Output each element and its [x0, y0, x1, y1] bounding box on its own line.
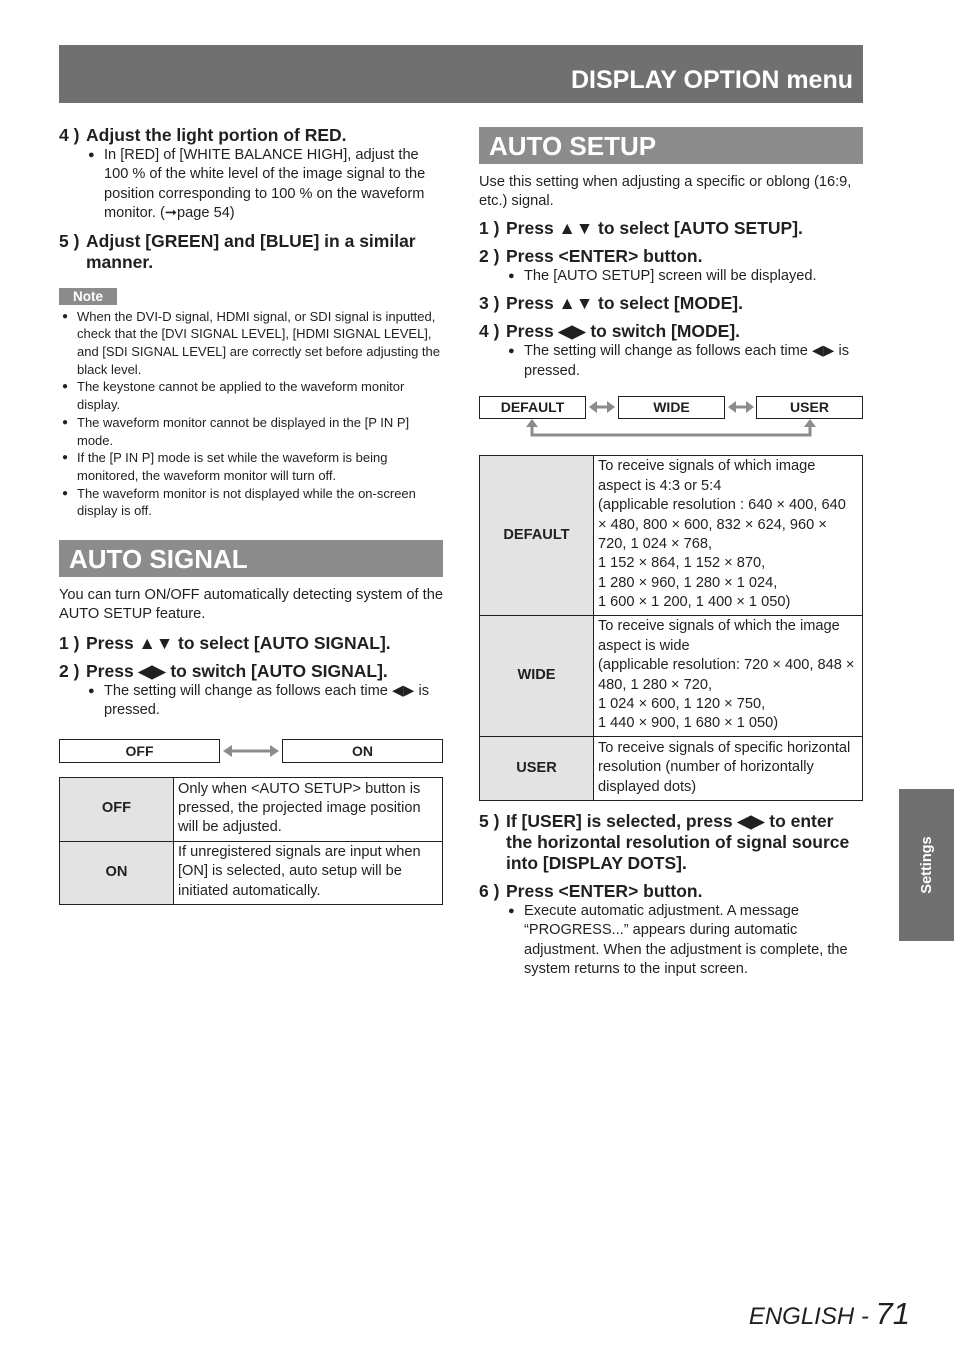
flow-box-user: USER [756, 396, 863, 419]
page-footer [749, 1296, 910, 1332]
auto-setup-step-3 [479, 293, 863, 314]
table-key: WIDE [480, 616, 594, 737]
bullet-dot-icon: ● [62, 416, 69, 428]
bullet-dot-icon: ● [508, 905, 515, 918]
right-column [479, 127, 863, 980]
step-5 [59, 231, 443, 273]
step-number: 5 ) [59, 230, 80, 251]
bullet-item: ● The setting will change as follows each time ◀▶ is pressed. [506, 342, 863, 381]
footer-language: ENGLISH - [748, 1303, 876, 1330]
bullet-dot-icon: ● [62, 381, 69, 393]
table-key: USER [480, 737, 594, 801]
auto-setup-step-2 [479, 246, 863, 267]
step-number: 3 ) [479, 293, 500, 314]
bullet-item: ● Execute automatic adjustment. A message “PROGRESS...” appears during automatic adjustment. When the adjustment is complete, the system returns to the input screen. [506, 902, 863, 980]
auto-signal-step-2 [59, 661, 443, 682]
auto-signal-bullets [86, 682, 443, 721]
step-text: Adjust [GREEN] and [BLUE] in a similar manner. [86, 230, 416, 272]
step-number: 1 ) [59, 632, 80, 653]
bullet-item: ● The setting will change as follows each time ◀▶ is pressed. [86, 682, 443, 721]
note-list [59, 308, 443, 520]
note-item: ● The keystone cannot be applied to the waveform monitor display. [59, 378, 443, 413]
bullet-dot-icon: ● [62, 487, 69, 499]
bullet-dot-icon: ● [508, 269, 515, 282]
table-value: To receive signals of specific horizontal resolution (number of horizontally displayed dots) [594, 737, 863, 801]
table-row [480, 456, 863, 616]
flow-box-default: DEFAULT [479, 396, 586, 419]
note-label: Note [59, 288, 117, 305]
auto-setup-step-6 [479, 881, 863, 902]
steps-top [59, 125, 443, 273]
step-text: Press <ENTER> button. [506, 881, 703, 902]
table-key: OFF [60, 777, 174, 841]
settings-tab-label: Settings [918, 836, 935, 894]
bullet-dot-icon: ● [88, 684, 95, 697]
table-value: To receive signals of which image aspect is 4:3 or 5:4 (applicable resolution : 640 × 400, 640 × 480, 800 × 600, 832 × 624, 960 × 720, 1 024 × 768, 1 152 × 864, 1 152 × 870, 1 280 × 960, 1 280 × 1 024, 1 600 × 1 200, 1 400 × 1 050) [594, 456, 863, 616]
step-number: 4 ) [59, 125, 80, 145]
double-arrow-icon [589, 400, 615, 414]
bullet-item: ● The [AUTO SETUP] screen will be displayed. [506, 267, 863, 286]
note-item: ● When the DVI-D signal, HDMI signal, or SDI signal is inputted, check that the [DVI SIGNAL LEVEL], [HDMI SIGNAL LEVEL], and [SDI SIGNAL LEVEL] are correctly set before adjusting the black level. [59, 308, 443, 379]
bullet-dot-icon: ● [62, 310, 69, 322]
flow-box-on: ON [282, 739, 443, 763]
step-6-bullets [506, 902, 863, 980]
step-text: Press ▲▼ to select [MODE]. [506, 293, 743, 314]
auto-setup-table [479, 455, 863, 801]
step-4 [59, 125, 443, 146]
step-number: 5 ) [479, 811, 500, 832]
auto-setup-flow [479, 396, 863, 442]
page-number: 71 [875, 1296, 910, 1331]
step-text: Press ▲▼ to select [AUTO SIGNAL]. [86, 632, 391, 653]
step-number: 4 ) [479, 321, 500, 342]
step-text: If [USER] is selected, press ◀▶ to enter the horizontal resolution of signal source into [DISPLAY DOTS]. [506, 811, 850, 874]
bullet-dot-icon: ● [508, 345, 515, 358]
auto-signal-flow [59, 739, 443, 763]
step-text: Press <ENTER> button. [506, 245, 703, 266]
table-row [60, 841, 443, 904]
step-4-bullets [506, 342, 863, 381]
step-text: Press ◀▶ to switch [MODE]. [506, 321, 741, 342]
table-key: DEFAULT [480, 456, 594, 616]
header-bar [59, 45, 863, 103]
bullet-dot-icon: ● [88, 149, 95, 161]
left-column [59, 125, 443, 905]
loop-arrow-icon [525, 419, 817, 441]
double-arrow-icon [223, 744, 279, 758]
step-2-bullets [506, 267, 863, 286]
auto-setup-step-4 [479, 321, 863, 342]
auto-setup-intro: Use this setting when adjusting a specific or oblong (16:9, etc.) signal. [479, 174, 852, 210]
auto-signal-intro: You can turn ON/OFF automatically detecting system of the AUTO SETUP feature. [59, 587, 443, 623]
auto-signal-table [59, 777, 443, 905]
step-4-bullets [86, 146, 443, 224]
note-item: ● The waveform monitor cannot be displayed in the [P IN P] mode. [59, 414, 443, 449]
page-title: DISPLAY OPTION menu [570, 66, 853, 94]
double-arrow-icon [728, 400, 754, 414]
auto-setup-step-5 [479, 811, 863, 874]
flow-box-wide: WIDE [618, 396, 725, 419]
step-number: 2 ) [479, 245, 500, 266]
step-text: Adjust the light portion of RED. [86, 125, 347, 145]
step-text: Press ◀▶ to switch [AUTO SIGNAL]. [86, 660, 388, 681]
flow-box-off: OFF [59, 739, 220, 763]
note-item: ● The waveform monitor is not displayed while the on-screen display is off. [59, 485, 443, 520]
table-row [480, 616, 863, 737]
auto-setup-heading: AUTO SETUP [479, 127, 863, 164]
step-number: 1 ) [479, 217, 500, 238]
table-value: Only when <AUTO SETUP> button is pressed, the projected image position will be adjusted. [174, 777, 443, 841]
step-number: 2 ) [59, 660, 80, 681]
bullet-dot-icon: ● [62, 452, 69, 464]
step-number: 6 ) [479, 881, 500, 902]
table-value: If unregistered signals are input when [ON] is selected, auto setup will be initiated automatically. [174, 841, 443, 904]
auto-setup-step-1 [479, 218, 863, 239]
table-row [480, 737, 863, 801]
auto-signal-step-1 [59, 633, 443, 654]
table-row [60, 777, 443, 841]
note-item: ● If the [P IN P] mode is set while the waveform is being monitored, the waveform monitor will turn off. [59, 449, 443, 484]
table-key: ON [60, 841, 174, 904]
auto-signal-heading: AUTO SIGNAL [59, 540, 443, 577]
settings-side-tab [899, 789, 954, 941]
table-value: To receive signals of which the image aspect is wide (applicable resolution: 720 × 400, 848 × 480, 1 280 × 720, 1 024 × 600, 1 120 × 750, 1 440 × 900, 1 680 × 1 050) [594, 616, 863, 737]
step-text: Press ▲▼ to select [AUTO SETUP]. [506, 217, 803, 238]
bullet-item: ● In [RED] of [WHITE BALANCE HIGH], adjust the 100 % of the white level of the image signal to the position corresponding to 100 % on the waveform monitor. (➞page 54) [86, 146, 443, 224]
